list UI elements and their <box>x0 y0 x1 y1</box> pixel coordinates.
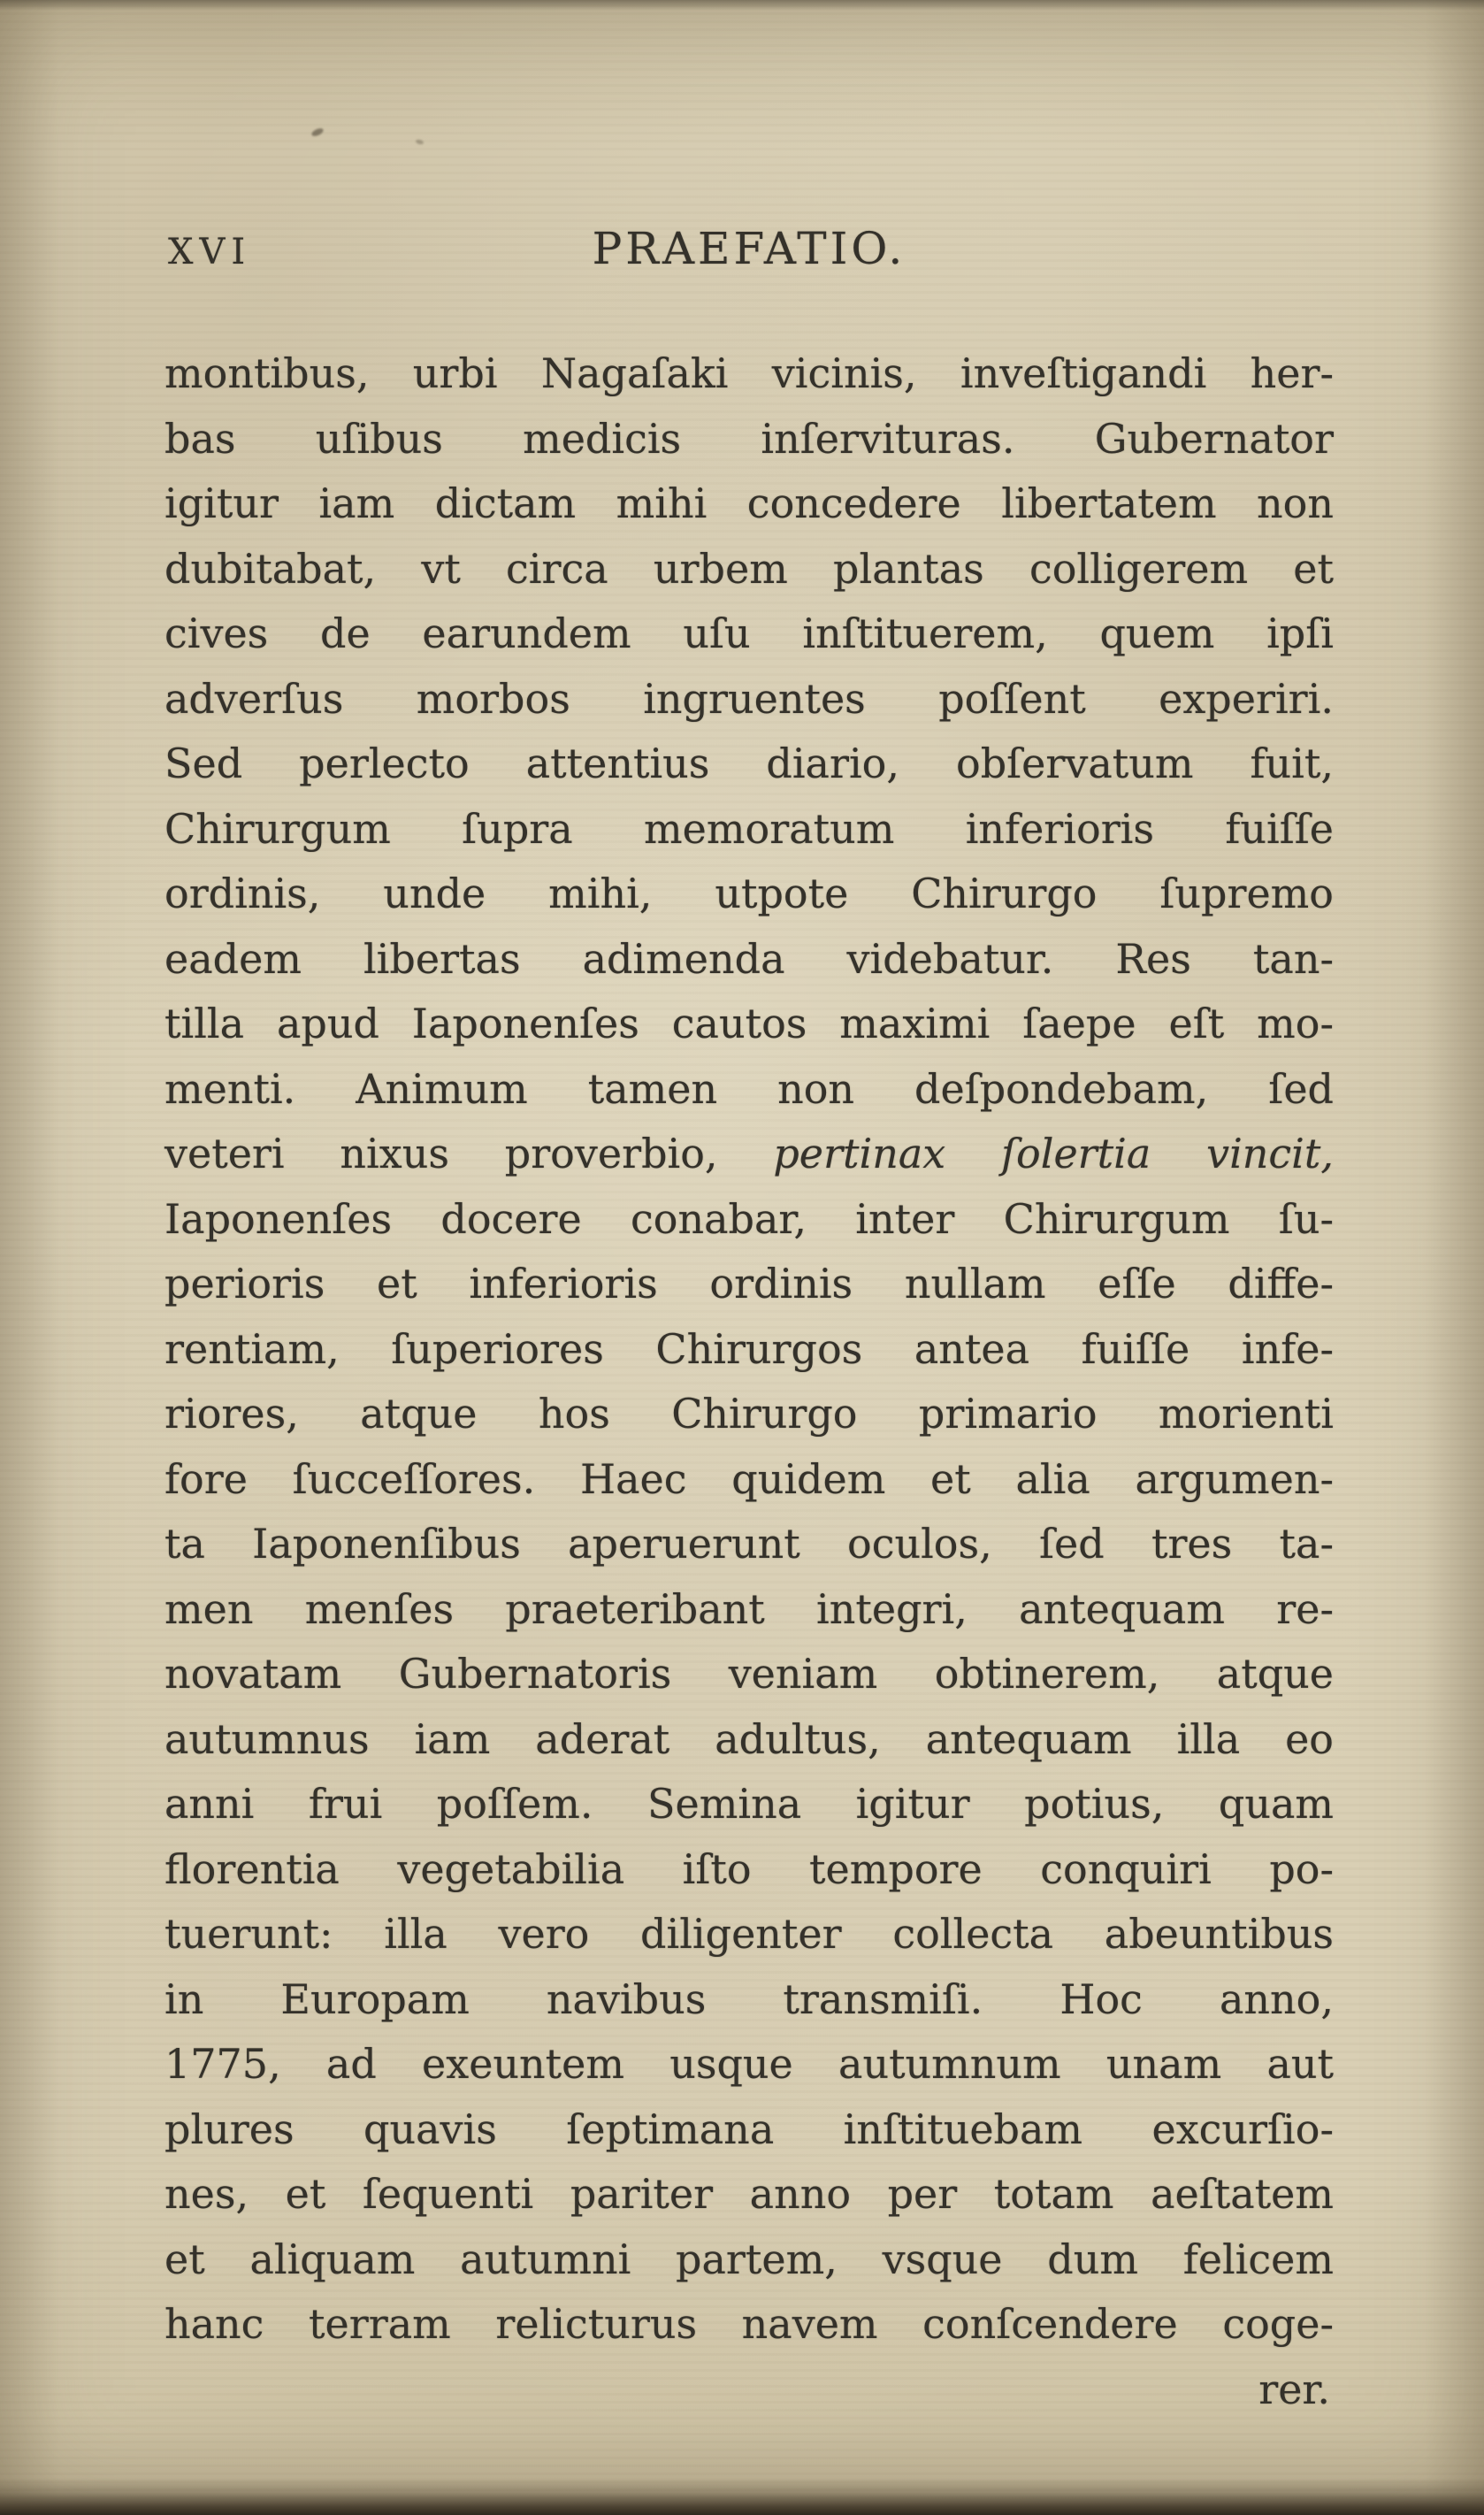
text-line <box>164 797 1334 863</box>
text-line <box>164 472 1334 537</box>
text-segment: perioris et inferioris ordinis nullam eſſe diffe- <box>164 1260 1334 1307</box>
text-segment: dubitabat, vt circa urbem plantas colligerem et <box>164 544 1334 593</box>
ink-speck <box>416 139 425 145</box>
text-segment: fore ſucceſſores. Haec quidem et alia argumen- <box>164 1454 1334 1503</box>
text-segment: veteri nixus proverbio, <box>164 1130 774 1177</box>
text-line <box>164 1837 1334 1903</box>
text-segment: novatam Gubernatoris veniam obtinerem, atque <box>164 1650 1334 1698</box>
text-line <box>164 927 1334 993</box>
text-segment: bas uſibus medicis inſervituras. Gubernator <box>164 414 1334 463</box>
text-line <box>164 2097 1334 2163</box>
lines-container <box>164 341 1334 2358</box>
text-segment: rentiam, ſuperiores Chirurgos antea fuiſſe infe- <box>164 1324 1334 1373</box>
text-line <box>164 2162 1334 2227</box>
page-number: XVI <box>168 232 252 272</box>
text-segment: ta Iaponenſibus aperuerunt oculos, ſed tres ta- <box>164 1520 1334 1568</box>
text-line <box>164 1967 1334 2033</box>
text-segment: Iaponenſes docere conabar, inter Chirurgum ſu- <box>164 1194 1334 1243</box>
text-segment: adverſus morbos ingruentes poſſent experiri. <box>164 674 1334 723</box>
text-segment: tuerunt: illa vero diligenter collecta abeuntibus <box>164 1910 1334 1958</box>
text-segment: riores, atque hos Chirurgo primario morienti <box>164 1390 1334 1438</box>
page-header <box>164 223 1334 285</box>
text-line <box>164 1057 1334 1123</box>
text-segment: men menſes praeteribant integri, antequam re- <box>164 1584 1334 1633</box>
text-segment: anni frui poſſem. Semina igitur potius, quam <box>164 1780 1334 1828</box>
italic-phrase: pertinax ſolertia vincit, <box>773 1130 1334 1177</box>
catchword-line <box>164 2358 1334 2423</box>
text-segment: montibus, urbi Nagaſaki vicinis, inveſtigandi her- <box>164 349 1334 397</box>
text-line <box>164 1512 1334 1577</box>
text-line <box>164 341 1334 407</box>
text-segment: nes, et ſequenti pariter anno per totam aeſtatem <box>164 2170 1334 2218</box>
catchword: rer. <box>1258 2365 1330 2413</box>
text-line <box>164 1772 1334 1837</box>
text-line <box>164 1252 1334 1317</box>
text-segment: in Europam navibus transmiſi. Hoc anno, <box>164 1974 1334 2023</box>
text-line <box>164 862 1334 927</box>
text-line <box>164 992 1334 1057</box>
text-line <box>164 1382 1334 1447</box>
text-segment: hanc terram relicturus navem conſcendere coge- <box>164 2300 1334 2348</box>
text-line <box>164 732 1334 797</box>
text-line <box>164 2227 1334 2293</box>
text-segment: plures quavis ſeptimana inſtituebam excurſio- <box>164 2105 1334 2153</box>
text-line <box>164 1317 1334 1383</box>
text-line <box>164 1447 1334 1513</box>
text-line <box>164 1122 1334 1187</box>
text-line <box>164 1577 1334 1643</box>
text-block <box>164 341 1334 2422</box>
text-line <box>164 2292 1334 2358</box>
text-segment: autumnus iam aderat adultus, antequam illa eo <box>164 1714 1334 1763</box>
text-line <box>164 1642 1334 1707</box>
text-line <box>164 602 1334 667</box>
text-segment: Chirurgum ſupra memoratum inferioris fuiſſe <box>164 804 1334 853</box>
text-segment: igitur iam dictam mihi concedere libertatem non <box>164 479 1334 527</box>
text-segment: tilla apud Iaponenſes cautos maximi ſaepe eſt mo- <box>164 1000 1334 1047</box>
page-top-edge-shadow <box>0 0 1484 11</box>
text-line <box>164 667 1334 732</box>
text-segment: Sed perlecto attentius diario, obſervatum fuit, <box>164 740 1334 787</box>
text-line <box>164 1902 1334 1967</box>
page-bottom-edge-shadow <box>0 2478 1484 2515</box>
text-line <box>164 2032 1334 2097</box>
text-line <box>164 537 1334 602</box>
text-segment: ordinis, unde mihi, utpote Chirurgo ſupremo <box>164 870 1334 917</box>
text-segment: florentia vegetabilia iſto tempore conquiri po- <box>164 1844 1334 1893</box>
page-title: PRAEFATIO. <box>592 223 906 274</box>
text-line <box>164 407 1334 472</box>
text-segment: eadem libertas adimenda videbatur. Res tan- <box>164 934 1334 983</box>
text-line <box>164 1187 1334 1253</box>
text-line <box>164 1707 1334 1773</box>
text-segment: cives de earundem uſu inſtituerem, quem ipſi <box>164 610 1334 657</box>
ink-speck <box>310 127 325 137</box>
text-segment: et aliquam autumni partem, vsque dum felicem <box>164 2235 1334 2283</box>
text-segment: menti. Animum tamen non deſpondebam, ſed <box>164 1064 1334 1113</box>
text-segment: 1775, ad exeuntem usque autumnum unam aut <box>164 2040 1334 2088</box>
